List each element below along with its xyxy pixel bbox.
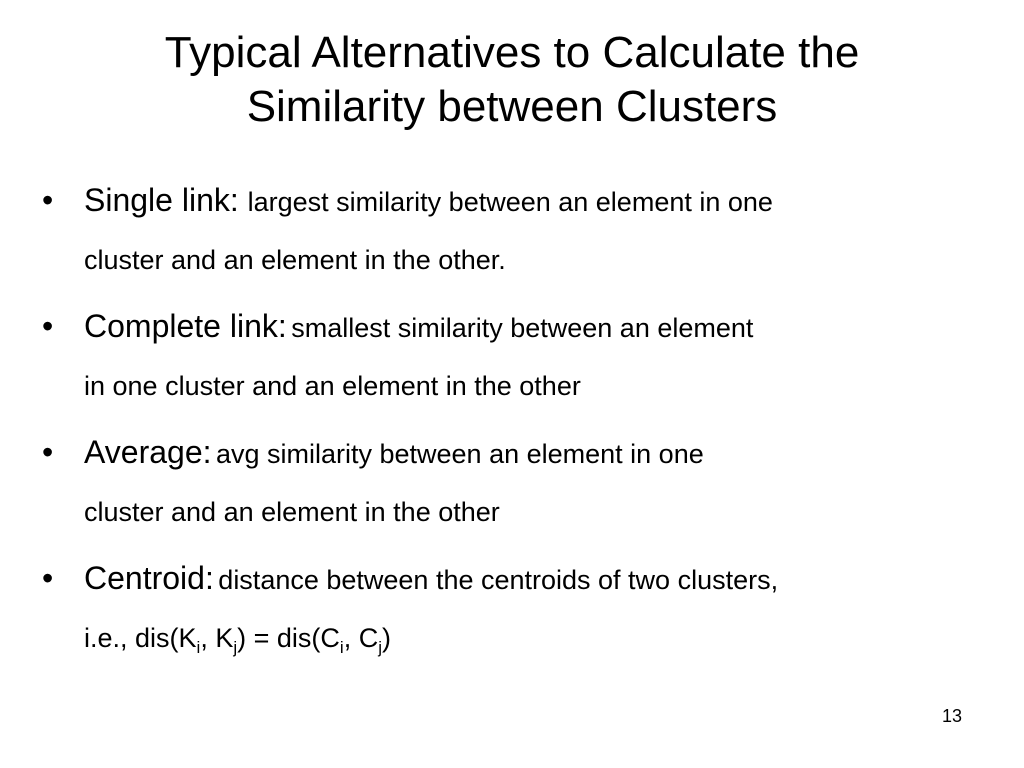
bullet-dot: • <box>42 308 54 344</box>
bullet-description: smallest similarity between an element <box>291 313 754 343</box>
bullet-dot: • <box>42 560 54 596</box>
bullet-term: Average: <box>84 434 212 470</box>
formula-separator-2: , C <box>343 623 379 653</box>
formula-equals: ) = dis(C <box>237 623 340 653</box>
bullet-dot: • <box>42 434 54 470</box>
formula-prefix: i.e., dis(K <box>84 623 197 653</box>
bullet-line-1 <box>84 170 773 230</box>
bullet-line-2 <box>84 230 506 290</box>
bullet-term: Single link: <box>84 182 239 218</box>
slide-title-line-1: Typical Alternatives to Calculate the <box>164 28 860 77</box>
bullet-description: avg similarity between an element in one <box>215 439 704 469</box>
bullet-term: Centroid: <box>84 560 214 596</box>
bullet-line-2 <box>84 482 500 542</box>
formula-subscript-i: i <box>196 638 201 657</box>
bullet-line-2 <box>84 356 581 416</box>
bullet-description: largest similarity between an element in one <box>247 187 773 217</box>
formula-subscript-i-2: i <box>339 638 344 657</box>
bullet-term: Complete link: <box>84 308 287 344</box>
formula-subscript-j: j <box>233 638 238 657</box>
bullet-description-continued: in one cluster and an element in the other <box>84 371 581 401</box>
formula-subscript-j-2: j <box>378 638 382 657</box>
formula-suffix: ) <box>381 623 391 653</box>
slide-title <box>60 26 964 134</box>
bullet-dot: • <box>42 182 54 218</box>
bullet-line-1 <box>84 422 704 482</box>
bullet-line-1 <box>84 296 753 356</box>
bullet-description-continued: cluster and an element in the other <box>84 497 500 527</box>
bullet-line-1 <box>84 548 778 608</box>
bullet-description-continued: cluster and an element in the other. <box>84 245 506 275</box>
centroid-formula <box>84 608 391 668</box>
page-number: 13 <box>941 706 962 726</box>
bullet-description: distance between the centroids of two clusters, <box>218 565 779 595</box>
formula-separator: , K <box>200 623 234 653</box>
slide-title-line-2: Similarity between Clusters <box>246 82 778 131</box>
